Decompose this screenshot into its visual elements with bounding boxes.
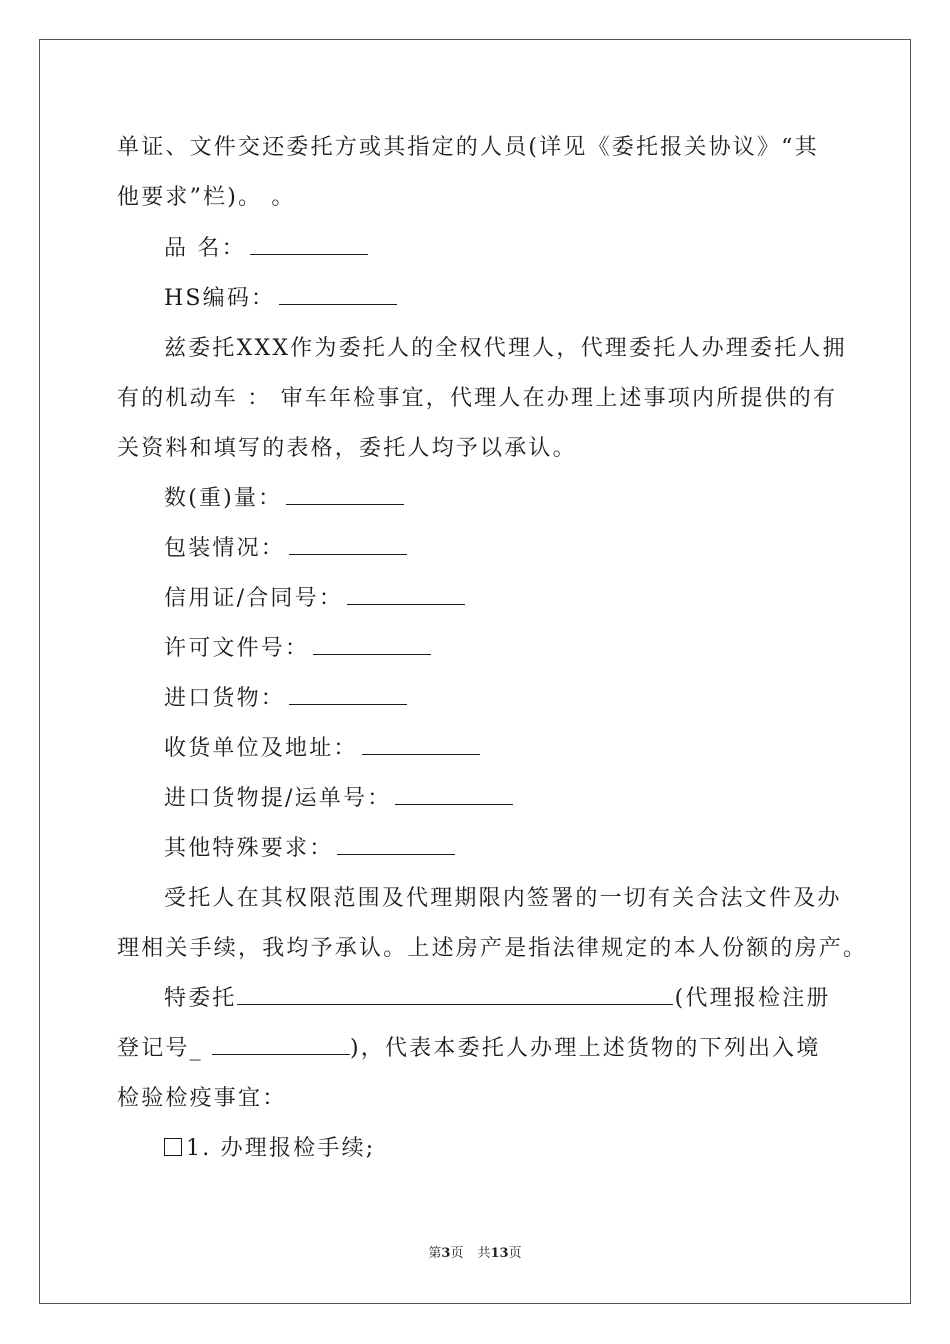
text: (代理报检注册 (674, 986, 831, 1011)
field-label: 信用证/合同号： (164, 586, 344, 611)
footer-text: 共 (477, 1246, 491, 1261)
field-label: 进口货物： (164, 686, 286, 711)
blank-line (286, 484, 404, 505)
blank-line (250, 234, 368, 255)
blank-line (362, 734, 480, 755)
blank-line (313, 634, 431, 655)
paragraph-line: 兹委托XXX作为委托人的全权代理人，代理委托人办理委托人拥 (164, 336, 847, 361)
field-quantity (164, 484, 404, 514)
blank-line (347, 584, 465, 605)
page-number: 3 (441, 1246, 451, 1261)
paragraph-line: 检验检疫事宜： (117, 1086, 287, 1111)
field-consignee (164, 734, 480, 764)
footer-text: 第 (428, 1246, 442, 1261)
field-bill-of-lading (164, 784, 513, 814)
blank-line (289, 534, 407, 555)
blank-line (289, 684, 407, 705)
footer-text: 页 (450, 1246, 464, 1261)
text: 登记号_ (117, 1036, 212, 1061)
field-import-goods (164, 684, 407, 714)
field-label: 品 名： (164, 236, 246, 261)
paragraph-line (164, 984, 831, 1014)
field-label: 数(重)量： (164, 486, 283, 511)
field-packing (164, 534, 407, 564)
paragraph-line (117, 1034, 821, 1064)
field-label: 包装情况： (164, 536, 286, 561)
field-pinming (164, 234, 368, 264)
total-pages: 13 (490, 1246, 509, 1261)
paragraph-line: 受托人在其权限范围及代理期限内签署的一切有关合法文件及办 (164, 886, 842, 911)
text: )，代表本委托人办理上述货物的下列出入境 (350, 1036, 821, 1061)
paragraph-line: 理相关手续，我均予承认。上述房产是指法律规定的本人份额的房产。 (117, 936, 868, 961)
paragraph-line: 他要求”栏)。 。 (117, 185, 296, 210)
field-lc-contract (164, 584, 465, 614)
blank-line (212, 1034, 350, 1055)
checklist-item-label: 1. 办理报检手续; (186, 1136, 376, 1161)
field-label: 收货单位及地址： (164, 736, 358, 761)
blank-line (237, 984, 673, 1005)
paragraph-line: 单证、文件交还委托方或其指定的人员(详见《委托报关协议》“其 (117, 135, 819, 160)
page-footer (0, 1245, 950, 1263)
checkbox-icon (164, 1138, 182, 1156)
field-label: 许可文件号： (164, 636, 310, 661)
field-label: 进口货物提/运单号： (164, 786, 392, 811)
field-label: HS编码： (164, 286, 276, 311)
field-special (164, 834, 455, 864)
field-label: 其他特殊要求： (164, 836, 334, 861)
paragraph-line: 关资料和填写的表格，委托人均予以承认。 (117, 436, 577, 461)
blank-line (395, 784, 513, 805)
page-border (39, 39, 911, 1304)
footer-text: 页 (508, 1246, 522, 1261)
blank-line (337, 834, 455, 855)
field-hs-code (164, 284, 397, 314)
checklist-item (164, 1134, 375, 1164)
paragraph-line: 有的机动车 ： 审车年检事宜，代理人在办理上述事项内所提供的有 (117, 386, 838, 411)
blank-line (279, 284, 397, 305)
text: 特委托 (164, 986, 237, 1011)
field-permit (164, 634, 431, 664)
